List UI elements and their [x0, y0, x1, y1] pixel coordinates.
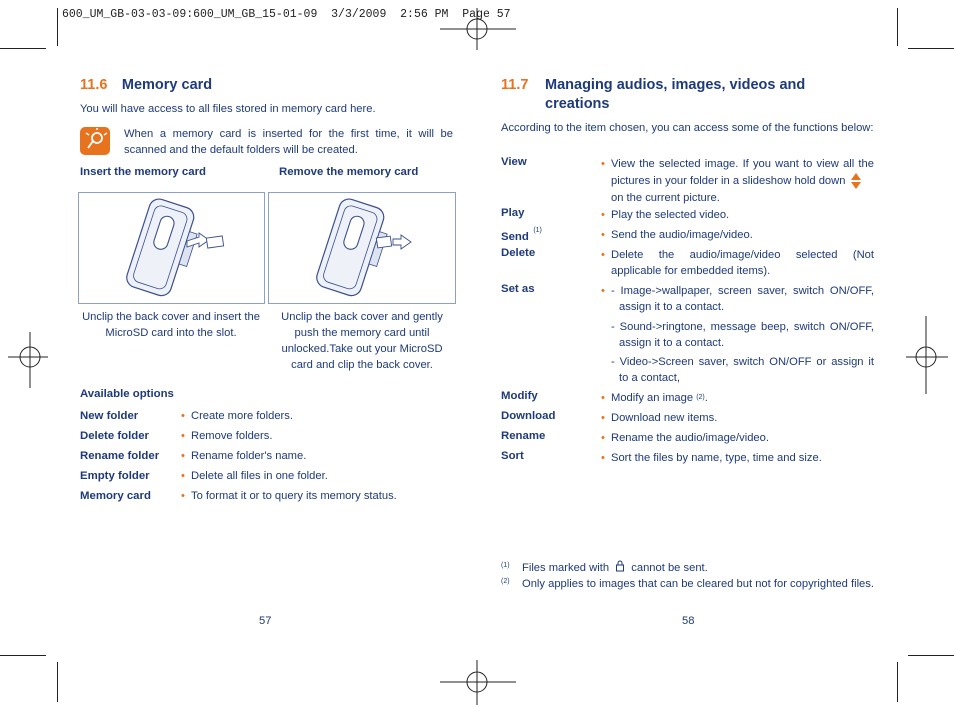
- crop-mark: [0, 48, 46, 49]
- item-desc-view: [611, 156, 874, 206]
- item-desc-setas-2: - Sound->ringtone, message beep, switch ON/OFF, assign it to a contact.: [611, 321, 874, 349]
- phone-remove-card-image: [269, 193, 455, 303]
- item-desc-rename: Rename the audio/image/video.: [611, 432, 769, 444]
- managing-intro: According to the item chosen, you can access some of the functions below:: [501, 122, 874, 134]
- option-label: Rename folder: [80, 450, 160, 462]
- bullet: •: [601, 209, 605, 221]
- insert-heading: Insert the memory card: [80, 166, 206, 178]
- bullet: •: [181, 410, 185, 422]
- bullet: •: [601, 412, 605, 424]
- option-desc: Rename folder's name.: [191, 450, 307, 462]
- insert-caption: Unclip the back cover and insert the MicroSD card into the slot.: [82, 311, 260, 339]
- page-number-right: 58: [682, 615, 695, 627]
- item-label-download: Download: [501, 410, 556, 422]
- item-label-view: View: [501, 156, 527, 168]
- remove-illustration: [268, 192, 456, 304]
- item-desc-setas-1: - Image->wallpaper, screen saver, switch ON/OFF, assign it to a contact.: [611, 285, 874, 313]
- registration-mark-right: [906, 316, 952, 394]
- registration-mark-bottom: [440, 660, 516, 705]
- section-title-line: creations: [545, 96, 610, 112]
- crop-mark: [57, 662, 58, 702]
- crop-mark: [57, 8, 58, 46]
- item-desc-download: Download new items.: [611, 412, 718, 424]
- section-title: Memory card: [121, 77, 213, 93]
- bullet: •: [181, 470, 185, 482]
- registration-mark-top: [440, 8, 516, 50]
- option-desc: To format it or to query its memory status.: [191, 490, 397, 502]
- section-title-line: Managing audios, images, videos and: [545, 77, 806, 93]
- item-label-setas: Set as: [501, 283, 535, 295]
- bullet: •: [601, 249, 605, 261]
- crop-mark: [897, 8, 898, 46]
- option-label: New folder: [80, 410, 139, 422]
- bullet: •: [601, 432, 605, 444]
- footnote-2: Only applies to images that can be cleared but not for copyrighted files.: [522, 578, 874, 590]
- option-label: Delete folder: [80, 430, 149, 442]
- item-desc-play: Play the selected video.: [611, 209, 730, 221]
- footnote-ref: (2): [696, 394, 705, 401]
- option-desc: Remove folders.: [191, 430, 273, 442]
- footnote-ref: (1): [533, 227, 542, 234]
- footnote-mark: (2): [501, 578, 510, 585]
- desc-text: Modify an image: [611, 392, 694, 404]
- item-desc-delete: Delete the audio/image/video selected (Not applicable for embedded items).: [611, 249, 874, 277]
- bullet: •: [181, 450, 185, 462]
- item-desc-modify: [611, 390, 708, 406]
- item-label-send: Send: [501, 231, 529, 243]
- lock-icon: [615, 560, 625, 572]
- section-title: [545, 76, 805, 114]
- desc-line: View the selected image. If you want to view all the: [611, 158, 874, 170]
- footnote-text: cannot be sent.: [631, 562, 708, 574]
- item-desc-setas-3: - Video->Screen saver, switch ON/OFF or assign it to a contact,: [611, 356, 874, 384]
- up-down-nav-icon: [850, 172, 862, 190]
- remove-heading: Remove the memory card: [279, 166, 419, 178]
- bullet: •: [601, 158, 605, 170]
- bullet: •: [181, 490, 185, 502]
- bullet: •: [601, 229, 605, 241]
- item-desc-sort: Sort the files by name, type, time and size.: [611, 452, 822, 464]
- item-label-send-wrap: [501, 227, 542, 245]
- bullet: •: [601, 452, 605, 464]
- section-heading-memory-card: [80, 76, 212, 94]
- bullet: •: [181, 430, 185, 442]
- available-options-heading: Available options: [80, 388, 174, 400]
- registration-mark-left: [4, 332, 48, 388]
- item-label-sort: Sort: [501, 450, 524, 462]
- item-label-rename: Rename: [501, 430, 546, 442]
- option-label: Memory card: [80, 490, 151, 502]
- crop-mark: [908, 655, 954, 656]
- item-label-play: Play: [501, 207, 525, 219]
- page-number-left: 57: [259, 615, 272, 627]
- item-label-delete: Delete: [501, 247, 536, 259]
- insert-illustration: [78, 192, 265, 304]
- tip-icon: [80, 127, 110, 155]
- crop-mark: [0, 655, 46, 656]
- print-header: 600_UM_GB-03-03-09:600_UM_GB_15-01-09 3/3/2009 2:56 PM Page 57: [62, 8, 511, 21]
- footnote-mark: (1): [501, 562, 510, 569]
- remove-caption: Unclip the back cover and gently push the memory card until unlocked.Take out your MicroSD card and clip the back cover.: [281, 311, 443, 371]
- option-desc: Create more folders.: [191, 410, 293, 422]
- item-desc-send: Send the audio/image/video.: [611, 229, 753, 241]
- section-number: 11.6: [80, 77, 108, 93]
- tip-text: When a memory card is inserted for the first time, it will be scanned and the default folders will be created.: [124, 128, 453, 156]
- memory-card-intro: You will have access to all files stored in memory card here.: [80, 103, 376, 115]
- option-label: Empty folder: [80, 470, 150, 482]
- footnote-1: [522, 560, 708, 576]
- desc-text: .: [704, 392, 708, 404]
- crop-mark: [908, 48, 954, 49]
- section-number: 11.7: [501, 77, 529, 93]
- desc-line: on the current picture.: [611, 192, 720, 204]
- bullet: •: [601, 285, 605, 297]
- desc-line: pictures in your folder in a slideshow hold down: [611, 174, 846, 187]
- footnote-text: Files marked with: [522, 562, 610, 574]
- phone-insert-card-image: [79, 193, 264, 303]
- item-label-modify: Modify: [501, 390, 538, 402]
- crop-mark: [897, 662, 898, 702]
- option-desc: Delete all files in one folder.: [191, 470, 328, 482]
- section-heading-managing: [501, 76, 528, 94]
- bullet: •: [601, 392, 605, 404]
